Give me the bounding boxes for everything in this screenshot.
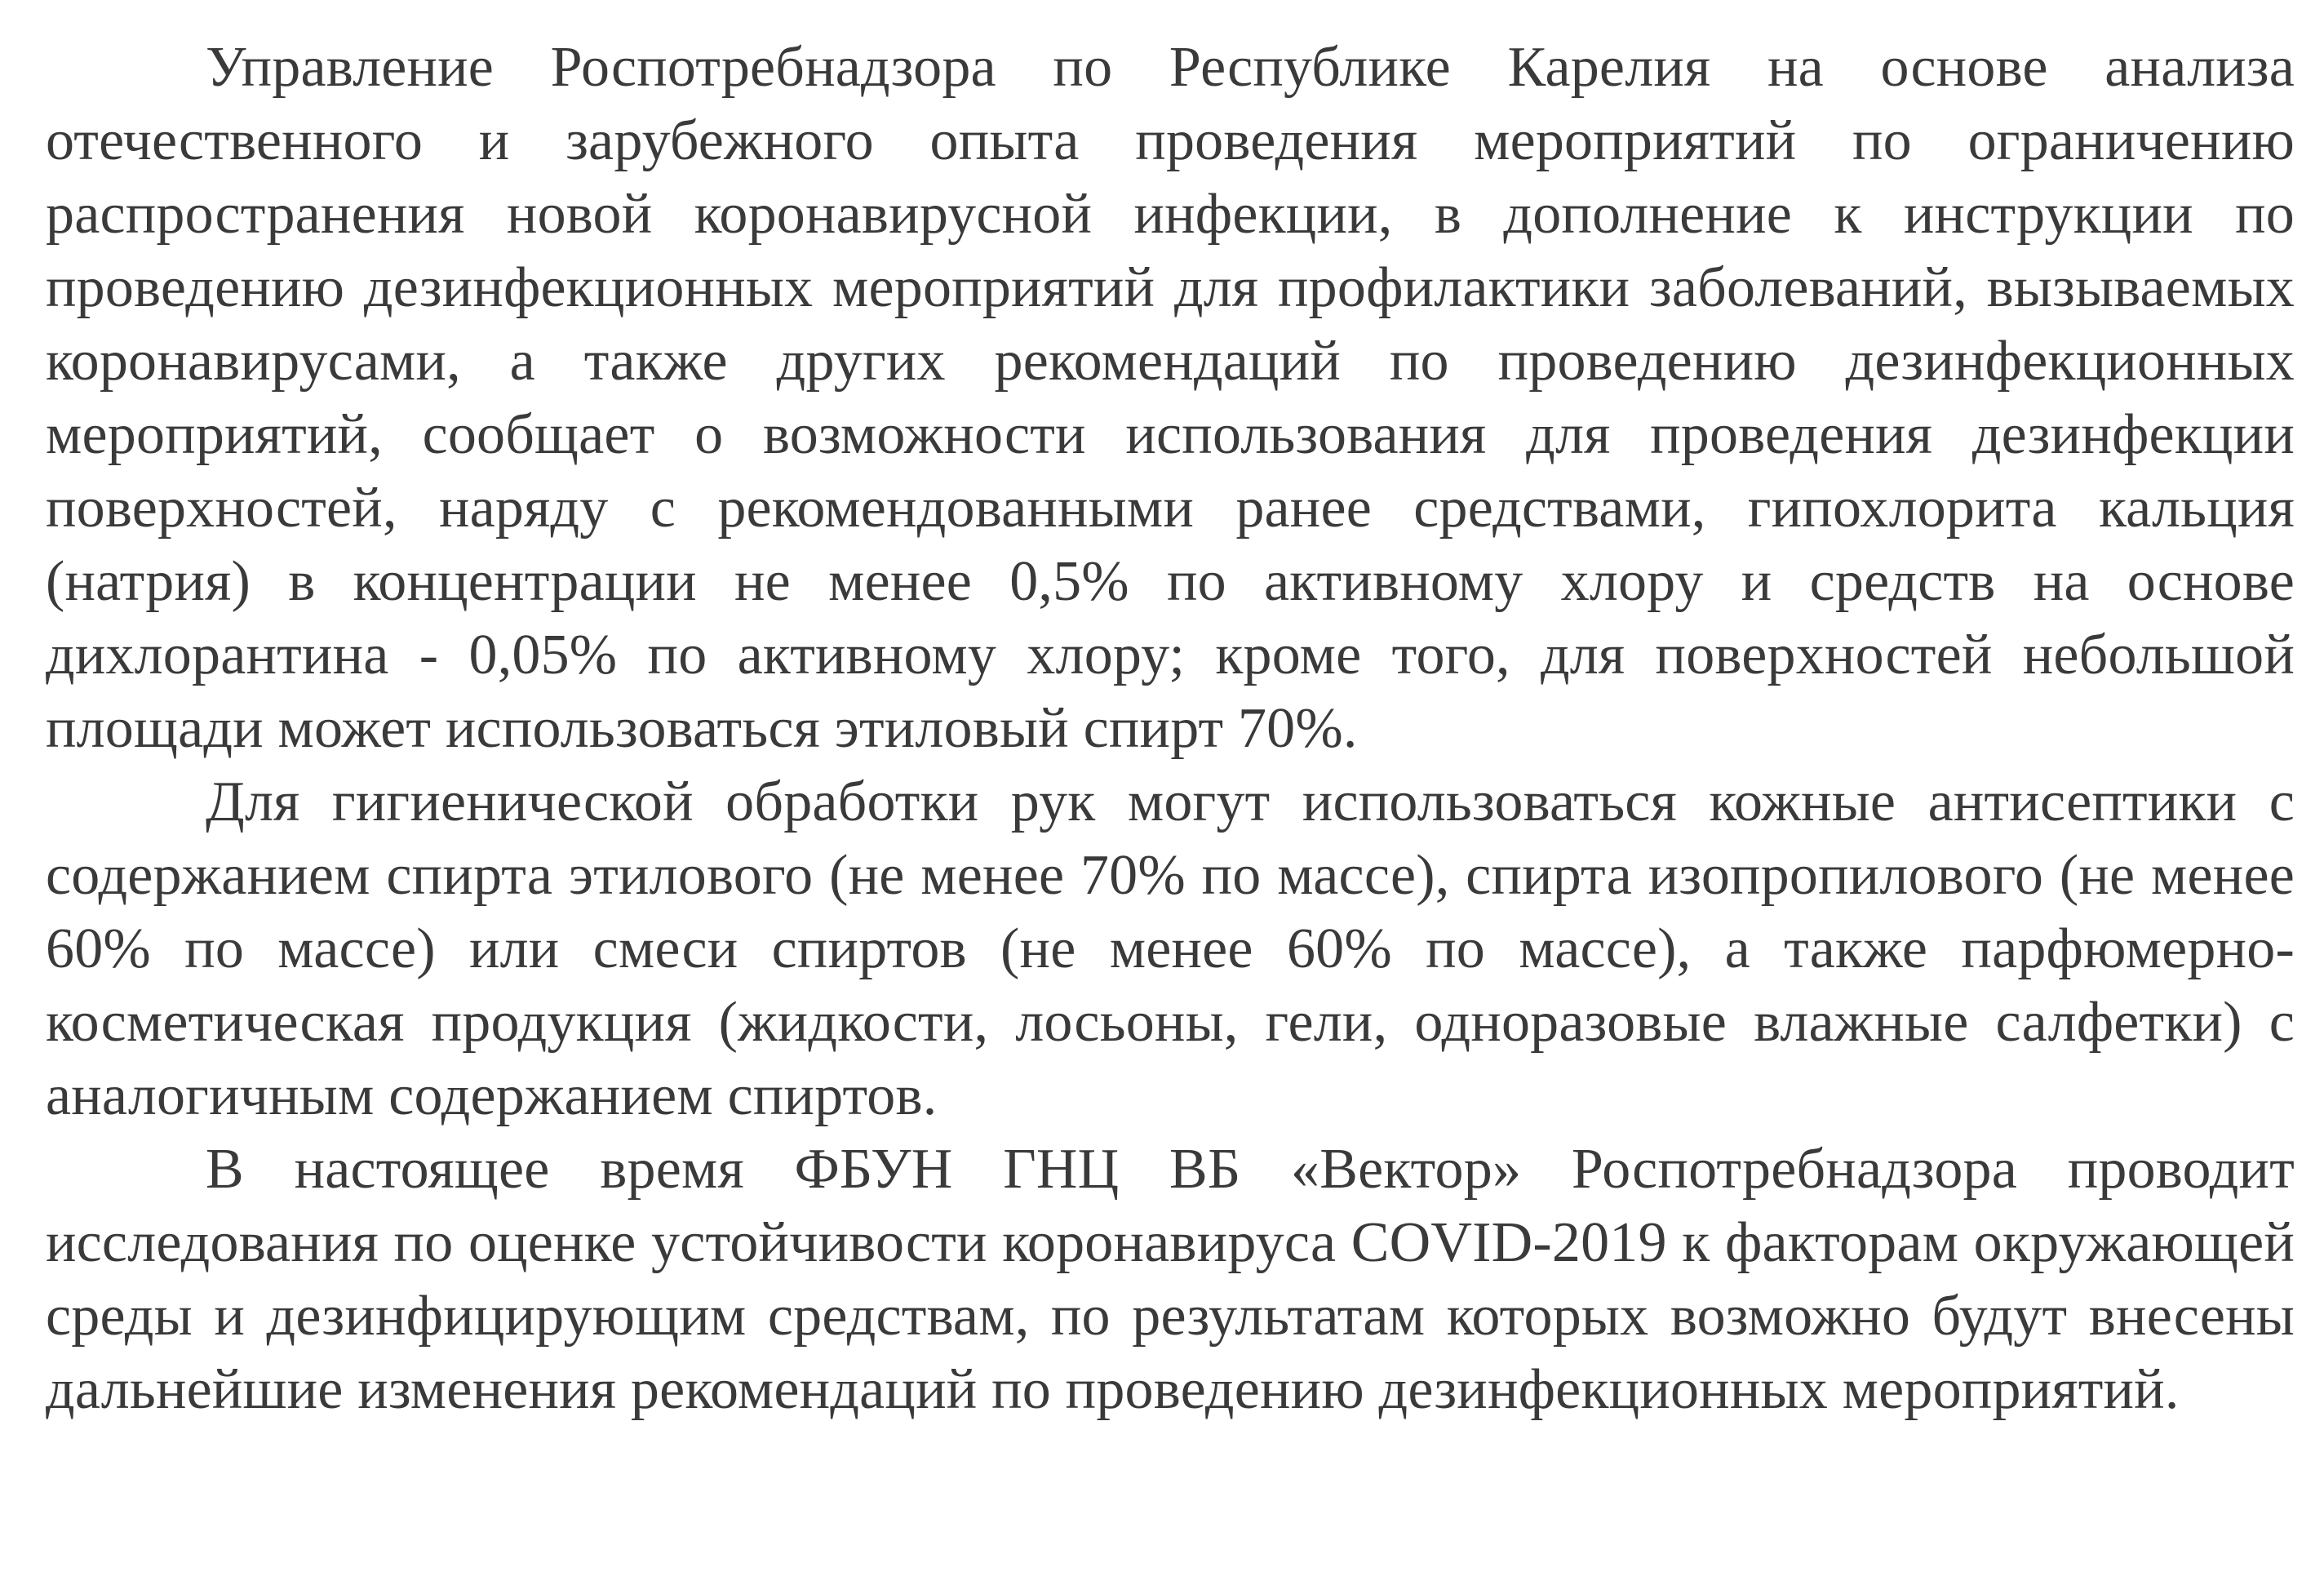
paragraph-vector-research: В настоящее время ФБУН ГНЦ ВБ «Вектор» Роспотребнадзора проводит исследования по оценке устойчивости коронавируса COVID-2019 к факторам окружающей среды и дезинфицирующим средствам, по результатам которых возможно будут внесены дальнейшие изменения рекомендаций по проведению дезинфекционных мероприятий. [46,1138,2295,1421]
paragraph-hand-hygiene: Для гигиенической обработки рук могут использоваться кожные антисептики с содержанием спирта этилового (не менее 70% по массе), спирта изопропилового (не менее 60% по массе) или смеси спиртов (не менее 60% по массе), а также парфюмерно-косметическая продукция (жидкости, лосьоны, гели, одноразовые влажные салфетки) с аналогичным содержанием спиртов. [46,771,2295,1127]
paragraph-disinfection-surfaces: Управление Роспотребнадзора по Республике Карелия на основе анализа отечественного и зарубежного опыта проведения мероприятий по ограничению распространения новой коронавирусной инфекции, в дополнение к инструкции по проведению дезинфекционных мероприятий для профилактики заболеваний, вызываемых коронавирусами, а также других рекомендаций по проведению дезинфекционных мероприятий, сообщает о возможности использования для проведения дезинфекции поверхностей, наряду с рекомендованными ранее средствами, гипохлорита кальция (натрия) в концентрации не менее 0,5% по активному хлору и средств на основе дихлорантина - 0,05% по активному хлору; кроме того, для поверхностей небольшой площади может использоваться этиловый спирт 70%. [46,36,2295,760]
